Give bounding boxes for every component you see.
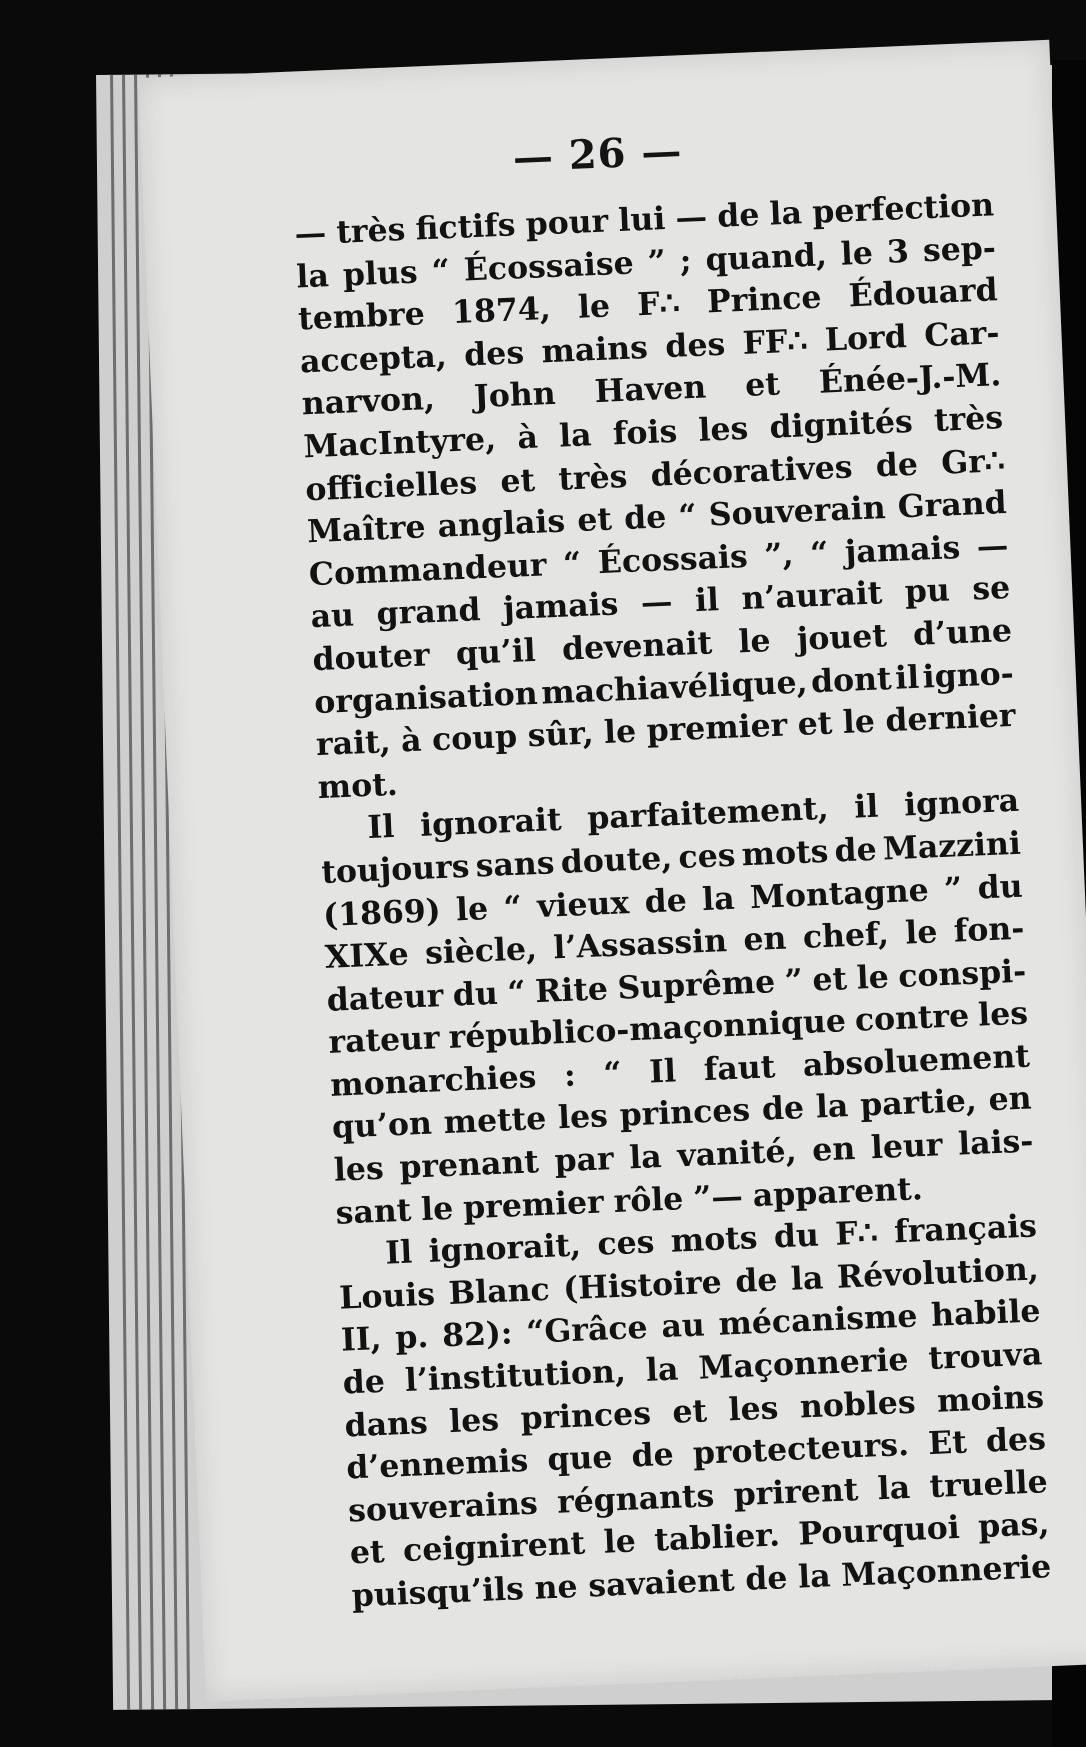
- text-line: — très fictifs pour lui — de la perfection: [293, 186, 995, 253]
- text-line: XIXe siècle, l’Assassin en chef, le fon-: [324, 909, 1026, 977]
- text-line: la plus “ Écossaise ” ; quand, le 3 sep-: [295, 228, 997, 296]
- text-line: toujours sans doute, ces mots de Mazzini: [320, 824, 1022, 891]
- text-line: mot.: [317, 765, 399, 806]
- book-page: [138, 40, 1086, 1702]
- text-line: puisqu’ils ne savaient de la Maçonnerie: [350, 1548, 1052, 1615]
- text-line: de l’institution, la Maçonnerie trouva: [342, 1335, 1043, 1402]
- text-line: Louis Blanc (Histoire de la Révolution,: [338, 1250, 1040, 1317]
- text-line: au grand jamais — il n’aurait pu se: [309, 569, 1011, 636]
- page-number: — 26 —: [511, 127, 684, 182]
- text-line: (1869) le “ vieux de la Montagne ” du: [322, 867, 1024, 934]
- text-line: douter qu’il devenait le jouet d’une: [311, 611, 1013, 679]
- text-line: Commandeur “ Écossais ”, “ jamais —: [308, 526, 1010, 594]
- text-line: monarchies : “ Il faut absoluement: [329, 1037, 1031, 1104]
- text-line: dans les princes et les nobles moins: [343, 1377, 1045, 1445]
- text-line: d’ennemis que de protecteurs. Et des: [345, 1420, 1047, 1487]
- text-line: qu’on mette les princes de la partie, en: [331, 1079, 1033, 1147]
- text-line: dateur du “ Rite Suprême ” et le conspi-: [326, 952, 1027, 1019]
- text-line: II, p. 82): “Grâce au mécanisme habile: [340, 1292, 1042, 1360]
- text-line: sant le premier rôle ”— apparent.: [334, 1169, 924, 1232]
- text-line: souverains régnants prirent la truelle: [347, 1462, 1049, 1530]
- text-line: MacIntyre, à la fois les dignités très: [302, 399, 1004, 466]
- text-line: tembre 1874, le F∴ Prince Édouard: [297, 271, 999, 338]
- text-line: Il ignorait, ces mots du F∴ français: [384, 1207, 1038, 1272]
- text-line: officielles et très décoratives de Gr∴: [304, 441, 1006, 508]
- text-line: accepta, des mains des FF∴ Lord Car-: [299, 313, 1001, 381]
- text-line: Maître anglais et de “ Souverain Grand: [306, 484, 1008, 551]
- text-line: rait, à coup sûr, le premier et le dernier: [315, 696, 1017, 764]
- text-line: et ceignirent le tablier. Pourquoi pas,: [349, 1505, 1051, 1572]
- text-line: narvon, John Haven et Énée-J.-M.: [301, 356, 1002, 423]
- page-body: [294, 184, 1052, 1618]
- text-line: rateur républico-maçonnique contre les: [327, 994, 1029, 1062]
- text-line: organisation machiavélique, dont il igno-: [313, 654, 1015, 721]
- text-line: les prenant par la vanité, en leur lais-: [333, 1122, 1035, 1189]
- text-line: Il ignorait parfaitement, il ignora: [366, 782, 1020, 847]
